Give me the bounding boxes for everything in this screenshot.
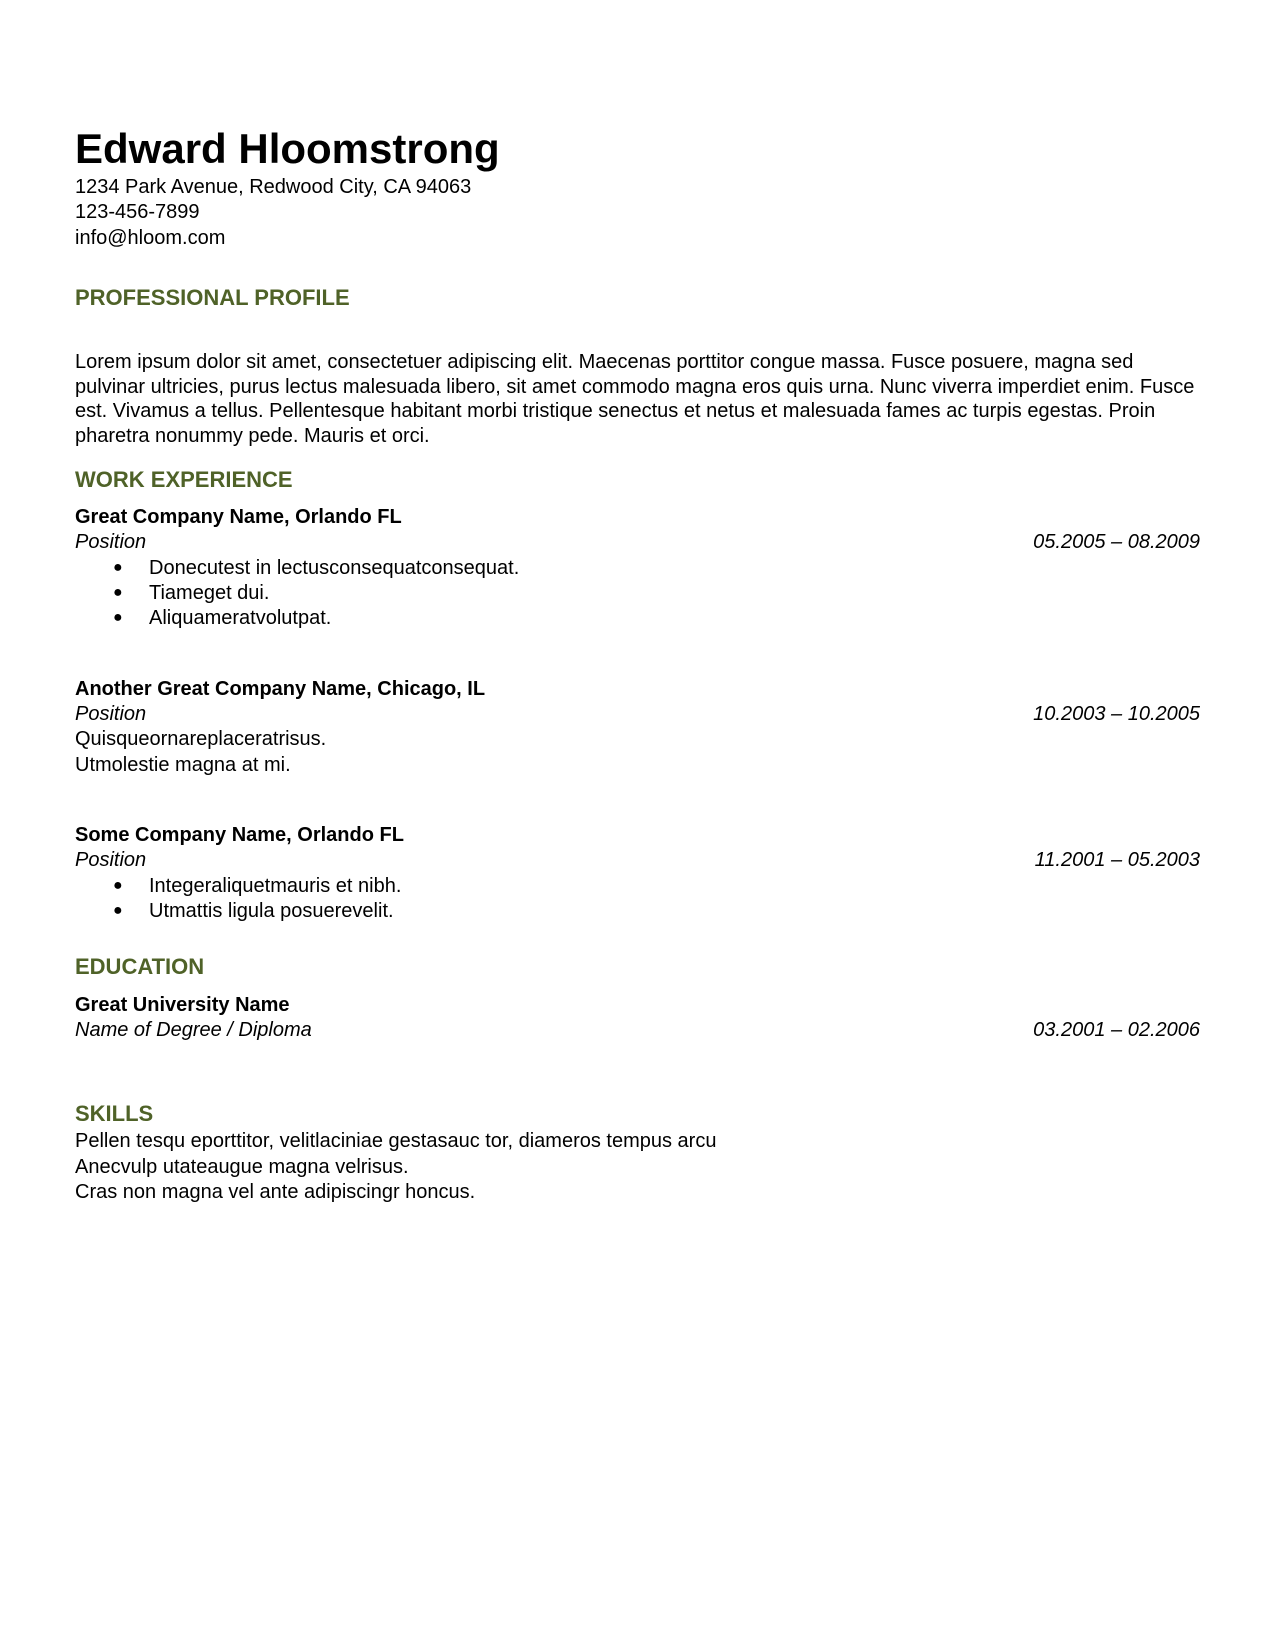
job-bullet-text: Donecutest in lectusconsequatconsequat. <box>149 557 520 579</box>
job-bullet-text: Utmattis ligula posuerevelit. <box>149 900 394 922</box>
skills-line: Cras non magna vel ante adipiscingr honcus. <box>75 1181 476 1203</box>
section-title-education: EDUCATION <box>75 954 205 979</box>
job-company: Great Company Name, Orlando FL <box>75 506 402 528</box>
job-bullet <box>113 873 401 899</box>
profile-text: Lorem ipsum dolor sit amet, consectetuer adipiscing elit. Maecenas porttitor congue massa. Fusce posuere, magna sed pulvinar ultricies, purus lectus malesuada libero, sit amet commodo magna eros quis urna. Nunc viverra imperdiet enim. Fusce est. Vivamus a tellus. Pellentesque habitant morbi tristique senectus et netus et malesuada fames ac turpis egestas. Proin pharetra nonummy pede. Mauris et orci. <box>75 351 1195 447</box>
job-position: Position <box>75 849 147 871</box>
section-title-work: WORK EXPERIENCE <box>75 467 293 492</box>
job-bullet <box>113 605 331 631</box>
job-line: Quisqueornareplaceratrisus. <box>75 728 327 750</box>
job-company: Some Company Name, Orlando FL <box>75 824 404 846</box>
job-bullet <box>113 555 519 581</box>
job-dates: 05.2005 – 08.2009 <box>1033 531 1200 553</box>
bullet-icon: ● <box>113 584 123 601</box>
contact-address: 1234 Park Avenue, Redwood City, CA 94063 <box>75 176 472 198</box>
job-position: Position <box>75 531 147 553</box>
job-dates: 11.2001 – 05.2003 <box>1034 849 1200 871</box>
job-line: Utmolestie magna at mi. <box>75 754 291 776</box>
skills-line: Anecvulp utateaugue magna velrisus. <box>75 1156 409 1178</box>
section-title-profile: PROFESSIONAL PROFILE <box>75 285 350 310</box>
job-dates: 10.2003 – 10.2005 <box>1033 703 1200 725</box>
education-degree: Name of Degree / Diploma <box>75 1019 312 1041</box>
skills-line: Pellen tesqu eporttitor, velitlaciniae gestasauc tor, diameros tempus arcu <box>75 1130 717 1152</box>
job-position: Position <box>75 703 147 725</box>
job-bullet-text: Tiameget dui. <box>149 582 270 604</box>
contact-phone: 123-456-7899 <box>75 201 200 223</box>
job-company: Another Great Company Name, Chicago, IL <box>75 678 486 700</box>
bullet-icon: ● <box>113 609 123 626</box>
candidate-name: Edward Hloomstrong <box>75 125 500 172</box>
bullet-icon: ● <box>113 877 123 894</box>
education-school: Great University Name <box>75 994 290 1016</box>
job-bullet-text: Aliquameratvolutpat. <box>149 607 332 629</box>
education-dates: 03.2001 – 02.2006 <box>1033 1019 1200 1041</box>
job-bullet <box>113 898 394 924</box>
section-title-skills: SKILLS <box>75 1101 154 1126</box>
job-bullet-text: Integeraliquetmauris et nibh. <box>149 875 402 897</box>
job-bullet <box>113 580 269 606</box>
contact-email: info@hloom.com <box>75 227 226 249</box>
bullet-icon: ● <box>113 902 123 919</box>
bullet-icon: ● <box>113 559 123 576</box>
